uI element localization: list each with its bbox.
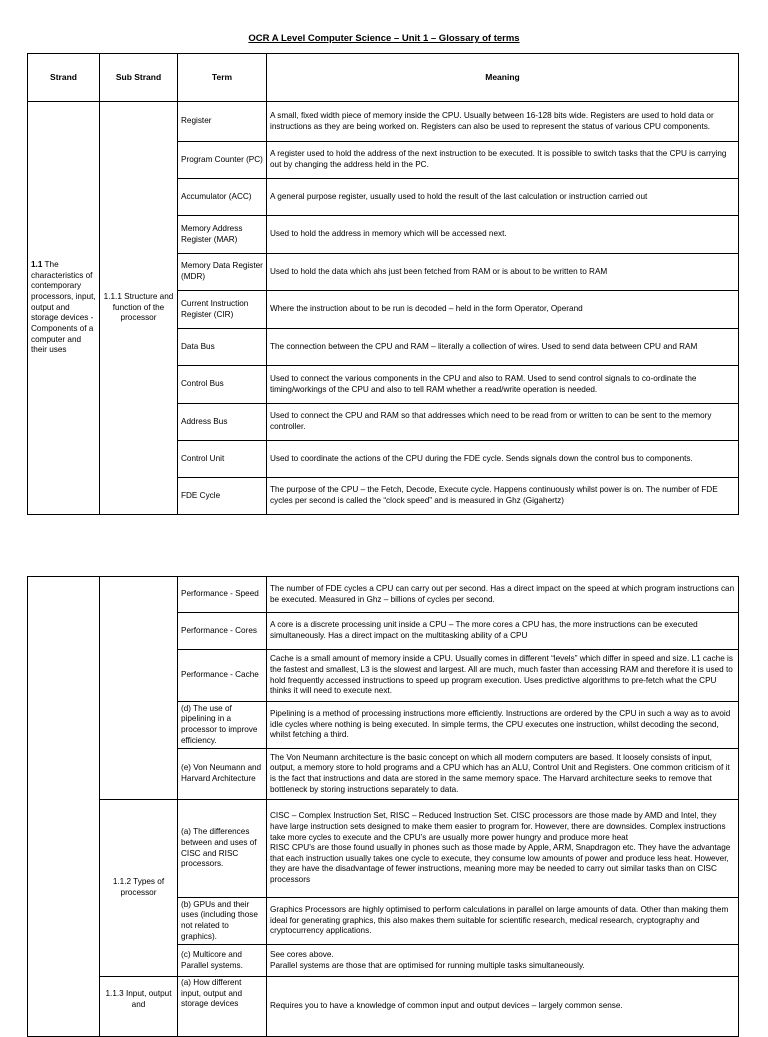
- sub-strand-cell: [100, 577, 178, 800]
- table-row: [28, 800, 739, 898]
- meaning-cell: Cache is a small amount of memory inside a CPU. Usually comes in different “levels” which differ in speed and size. L1 cache is the fastest and smallest, L3 is the slowest and largest. All are much, much faster than accessing RAM and therefore it is used to hold frequently accessed instructions to speed up program execution. Uses predictive algorithms to pre-fetch what the CPU thinks it will need to execute next.: [267, 650, 739, 702]
- strand-cell: [28, 577, 100, 1037]
- term-cell: Memory Address Register (MAR): [178, 216, 267, 254]
- meaning-cell: Graphics Processors are highly optimised to perform calculations in parallel on large amounts of data. Other than making them ideal for generating graphics, this also makes them suitable for scientific research, medical research, cryptography and cryptocurrency applications.: [267, 898, 739, 945]
- sub-strand-cell: 1.1.3 Input, output and: [100, 977, 178, 1037]
- meaning-cell: CISC – Complex Instruction Set, RISC – Reduced Instruction Set. CISC processors are those made by AMD and Intel, they have large instruction sets designed to make them easier to program for. However, there are downsides. Complex instructions take more cycles to execute and the CPU’s are usually more power hungry and produce more heat RISC CPU’s are those found usually in phones such as those made by Apple, ARM, Snapdragon etc. They have the advantage that each instruction usually takes one cycle to execute, they consume low amounts of power and produce less heat. However, they are have the disadvantage of fewer instructions, meaning more may be needed to carry out similar tasks than on CISC processors: [267, 800, 739, 898]
- term-cell: Current Instruction Register (CIR): [178, 291, 267, 329]
- term-cell: Program Counter (PC): [178, 142, 267, 179]
- term-cell: (d) The use of pipelining in a processor to improve efficiency.: [178, 702, 267, 749]
- term-cell: Address Bus: [178, 404, 267, 441]
- meaning-cell: Requires you to have a knowledge of common input and output devices – largely common sense.: [267, 977, 739, 1037]
- sub-strand-cell: 1.1.1 Structure and function of the processor: [100, 102, 178, 515]
- header-row: [28, 54, 739, 102]
- meaning-cell: Used to coordinate the actions of the CPU during the FDE cycle. Sends signals down the control bus to components.: [267, 441, 739, 478]
- header-meaning: Meaning: [267, 54, 739, 102]
- term-cell: (e) Von Neumann and Harvard Architecture: [178, 749, 267, 800]
- term-cell: Accumulator (ACC): [178, 179, 267, 216]
- term-cell: Performance - Speed: [178, 577, 267, 613]
- meaning-cell: Pipelining is a method of processing instructions more efficiently. Instructions are ordered by the CPU in such a way as to avoid idle cycles where nothing is being executed. In simple terms, the CPU executes one instruction, whilst decoding the second, whilst fetching a third.: [267, 702, 739, 749]
- term-cell: Register: [178, 102, 267, 142]
- header-strand: Strand: [28, 54, 100, 102]
- meaning-cell: The connection between the CPU and RAM – literally a collection of wires. Used to send data between CPU and RAM: [267, 329, 739, 366]
- meaning-cell: The Von Neumann architecture is the basic concept on which all modern computers are based. It loosely consists of input, output, a memory store to hold programs and a CPU which has an ALU, Control Unit and Registers. One common criticism of it is the fact that instructions and data are stored in the same memory space. The Harvard architecture seeks to remove that bottleneck by storing instructions separately to data.: [267, 749, 739, 800]
- term-cell: Memory Data Register (MDR): [178, 254, 267, 291]
- table-row: [28, 977, 739, 1037]
- meaning-cell: A general purpose register, usually used to hold the result of the last calculation or instruction carried out: [267, 179, 739, 216]
- meaning-cell: Where the instruction about to be run is decoded – held in the form Operator, Operand: [267, 291, 739, 329]
- meaning-cell: Used to connect the various components in the CPU and also to RAM. Used to send control signals to co-ordinate the timing/workings of the CPU and also to tell RAM whether a read/write operation is needed.: [267, 366, 739, 404]
- document-title: OCR A Level Computer Science – Unit 1 – Glossary of terms: [248, 33, 520, 44]
- term-cell: Performance - Cores: [178, 613, 267, 650]
- term-cell: (a) The differences between and uses of CISC and RISC processors.: [178, 800, 267, 898]
- strand-cell: [28, 102, 100, 515]
- glossary-table-1: [27, 53, 739, 515]
- header-sub-strand: Sub Strand: [100, 54, 178, 102]
- term-cell: FDE Cycle: [178, 478, 267, 515]
- meaning-cell: A core is a discrete processing unit inside a CPU – The more cores a CPU has, the more instructions can be executed simultaneously. Has a direct impact on the multitasking ability of a CPU: [267, 613, 739, 650]
- term-cell: Control Bus: [178, 366, 267, 404]
- term-cell: Control Unit: [178, 441, 267, 478]
- term-cell: Performance - Cache: [178, 650, 267, 702]
- glossary-table-2: [27, 576, 739, 1037]
- term-cell: (c) Multicore and Parallel systems.: [178, 945, 267, 977]
- meaning-cell: The purpose of the CPU – the Fetch, Decode, Execute cycle. Happens continuously whilst power is on. The number of FDE cycles per second is called the “clock speed” and is measured in Ghz (Gigahertz): [267, 478, 739, 515]
- meaning-cell: The number of FDE cycles a CPU can carry out per second. Has a direct impact on the speed at which program instructions can be executed. Measured in Ghz – billions of cycles per second.: [267, 577, 739, 613]
- table-row: [28, 102, 739, 142]
- meaning-cell: A small, fixed width piece of memory inside the CPU. Usually between 16-128 bits wide. Registers are used to hold data or instructions as they are being worked on. Registers can also be used to represent the status of various CPU components.: [267, 102, 739, 142]
- term-cell: (a) How different input, output and storage devices: [178, 977, 267, 1037]
- term-cell: Data Bus: [178, 329, 267, 366]
- sub-strand-cell: 1.1.2 Types of processor: [100, 800, 178, 977]
- table-row: [28, 577, 739, 613]
- strand-text: The characteristics of contemporary processors, input, output and storage devices - Components of a computer and their uses: [31, 260, 96, 355]
- strand-number: 1.1: [31, 260, 43, 270]
- meaning-cell: A register used to hold the address of the next instruction to be executed. It is possible to switch tasks that the CPU is carrying out by changing the address held in the PC.: [267, 142, 739, 179]
- term-cell: (b) GPUs and their uses (including those not related to graphics).: [178, 898, 267, 945]
- meaning-cell: Used to hold the data which ahs just been fetched from RAM or is about to be written to RAM: [267, 254, 739, 291]
- header-term: Term: [178, 54, 267, 102]
- meaning-cell: See cores above. Parallel systems are those that are optimised for running multiple tasks simultaneously.: [267, 945, 739, 977]
- meaning-cell: Used to connect the CPU and RAM so that addresses which need to be read from or written to can be sent to the memory controller.: [267, 404, 739, 441]
- meaning-cell: Used to hold the address in memory which will be accessed next.: [267, 216, 739, 254]
